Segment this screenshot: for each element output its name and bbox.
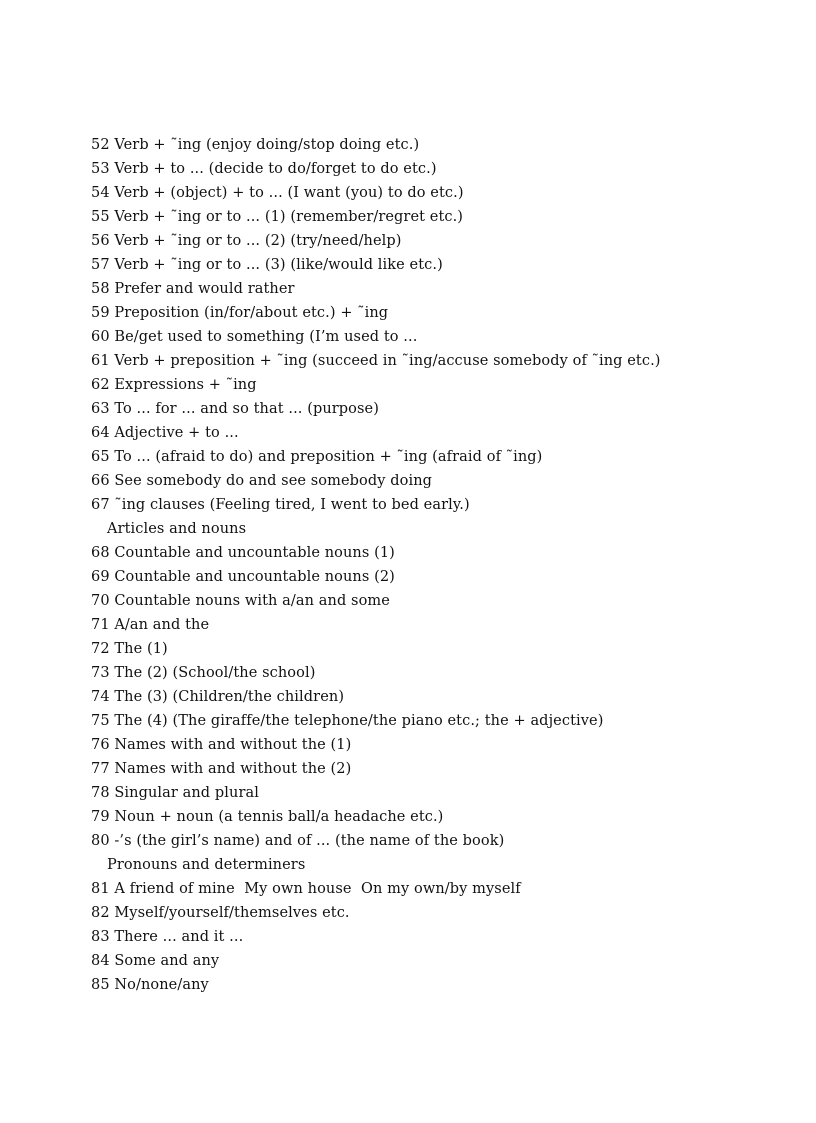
contents-entry: 68 Countable and uncountable nouns (1): [91, 545, 395, 561]
contents-entry: 57 Verb + ˜ing or to ... (3) (like/would like etc.): [91, 257, 443, 273]
contents-entry: 77 Names with and without the (2): [91, 761, 352, 777]
section-heading: Articles and nouns: [107, 521, 247, 537]
contents-entry: 84 Some and any: [91, 953, 220, 969]
contents-entry: 81 A friend of mine My own house On my own/by myself: [91, 881, 521, 897]
contents-entry: 83 There ... and it ...: [91, 929, 244, 945]
contents-entry: 67 ˜ing clauses (Feeling tired, I went to bed early.): [91, 497, 470, 513]
contents-entry: 55 Verb + ˜ing or to ... (1) (remember/regret etc.): [91, 209, 464, 225]
contents-entry: 52 Verb + ˜ing (enjoy doing/stop doing etc.): [91, 137, 420, 153]
contents-entry: 82 Myself/yourself/themselves etc.: [91, 905, 350, 921]
contents-entry: 59 Preposition (in/for/about etc.) + ˜ing: [91, 305, 389, 321]
contents-entry: 61 Verb + preposition + ˜ing (succeed in ˜ing/accuse somebody of ˜ing etc.): [91, 353, 661, 369]
contents-entry: 78 Singular and plural: [91, 785, 259, 801]
contents-entry: 62 Expressions + ˜ing: [91, 377, 257, 393]
contents-entry: 58 Prefer and would rather: [91, 281, 295, 297]
contents-entry: 66 See somebody do and see somebody doing: [91, 473, 433, 489]
contents-entry: 64 Adjective + to ...: [91, 425, 239, 441]
contents-entry: 74 The (3) (Children/the children): [91, 689, 345, 705]
contents-entry: 63 To ... for ... and so that ... (purpose): [91, 401, 379, 417]
contents-entry: 56 Verb + ˜ing or to ... (2) (try/need/help): [91, 233, 402, 249]
contents-list: [91, 133, 791, 997]
contents-entry: 79 Noun + noun (a tennis ball/a headache etc.): [91, 809, 444, 825]
contents-entry: 76 Names with and without the (1): [91, 737, 352, 753]
contents-entry: 65 To ... (afraid to do) and preposition + ˜ing (afraid of ˜ing): [91, 449, 543, 465]
contents-entry: 60 Be/get used to something (I’m used to ...: [91, 329, 418, 345]
contents-entry: 71 A/an and the: [91, 617, 210, 633]
contents-entry: 54 Verb + (object) + to ... (I want (you) to do etc.): [91, 185, 464, 201]
contents-entry: 80 -’s (the girl’s name) and of ... (the name of the book): [91, 833, 505, 849]
contents-entry: 70 Countable nouns with a/an and some: [91, 593, 390, 609]
contents-entry: 69 Countable and uncountable nouns (2): [91, 569, 395, 585]
contents-entry: 53 Verb + to ... (decide to do/forget to do etc.): [91, 161, 437, 177]
contents-entry: 85 No/none/any: [91, 977, 209, 993]
contents-entry: 72 The (1): [91, 641, 168, 657]
section-heading: Pronouns and determiners: [107, 857, 306, 873]
contents-entry: 75 The (4) (The giraffe/the telephone/the piano etc.; the + adjective): [91, 713, 604, 729]
contents-entry: 73 The (2) (School/the school): [91, 665, 316, 681]
